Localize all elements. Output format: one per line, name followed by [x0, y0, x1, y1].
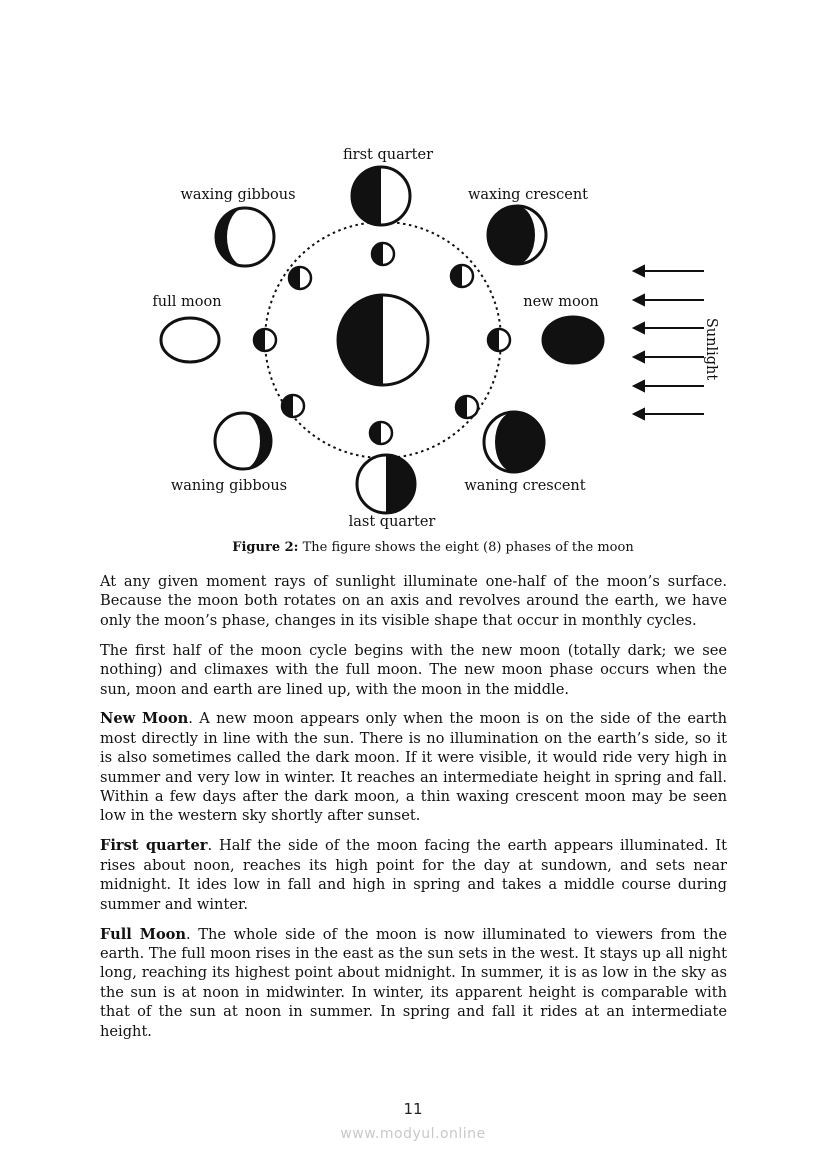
- moon-phases-figure: [0, 0, 826, 540]
- moon-waning-crescent: [484, 412, 544, 472]
- orbit-moon-top-right: [451, 265, 473, 287]
- label-waning-gibbous: waning gibbous: [170, 478, 288, 494]
- heading-new-moon: New Moon: [100, 710, 189, 728]
- label-waxing-crescent: waxing crescent: [467, 187, 589, 203]
- text-new-moon: . A new moon appears only when the moon is on the side of the earth most directly in line with the sun. There is no illumination on the earth’s side, so it is also sometimes called the dark moon. If it were visible, it would ride very high in summer and very low in winter. It reaches an intermediate height in spring and fall. Within a few days after the dark moon, a thin waxing crescent moon may be seen low in the western sky shortly after sunset.: [100, 710, 727, 825]
- moon-last-quarter: [357, 455, 415, 513]
- label-waning-crescent: waning crescent: [464, 478, 586, 494]
- body-text: [100, 572, 727, 1051]
- label-first-quarter: first quarter: [342, 147, 434, 163]
- orbit-moon-right: [488, 329, 510, 351]
- caption-text: The figure shows the eight (8) phases of the moon: [298, 540, 634, 555]
- watermark: www.modyul.online: [340, 1126, 486, 1142]
- moon-new: [543, 317, 603, 363]
- label-last-quarter: last quarter: [348, 514, 436, 530]
- label-full-moon: full moon: [152, 294, 222, 310]
- moon-waning-gibbous: [215, 413, 271, 469]
- paragraph-2: The first half of the moon cycle begins with the new moon (totally dark; we see nothing) and climaxes with the full moon. The new moon phase occurs when the sun, moon and earth are lined up, with the moon in the middle.: [100, 641, 727, 698]
- moon-first-quarter: [352, 167, 410, 225]
- paragraph-1: At any given moment rays of sunlight illuminate one-half of the moon’s surface. Because the moon both rotates on an axis and revolves around the earth, we have only the moon’s phase, changes in its visible shape that occur in monthly cycles.: [100, 573, 727, 629]
- moon-waxing-gibbous: [216, 208, 274, 266]
- caption-label: Figure 2:: [232, 540, 299, 555]
- label-sunlight: Sunlight: [703, 317, 719, 381]
- orbit-moon-left: [254, 329, 276, 351]
- paragraph-new-moon: [100, 709, 727, 825]
- orbit-moon-bottom: [370, 422, 392, 444]
- text-first-quarter: . Half the side of the moon facing the earth appears illuminated. It rises about noon, reaches its high point for the day at sundown, and sets near midnight. It ides low in fall and high in spring and takes a middle course during summer and winter.: [100, 837, 727, 913]
- earth: [338, 295, 428, 385]
- label-new-moon: new moon: [523, 294, 599, 310]
- figure-caption: [0, 540, 826, 555]
- text-full-moon: . The whole side of the moon is now illuminated to viewers from the earth. The full moon rises in the east as the sun sets in the west. It stays up all night long, reaching its highest point about midnight. In summer, it is as low in the sky as the sun is at noon in midwinter. In winter, its apparent height is comparable with that of the sun at noon in summer. In spring and fall it rides at an intermediate height.: [100, 925, 727, 1040]
- sunlight-arrows: [634, 266, 704, 419]
- orbit-moon-top-left: [289, 267, 311, 289]
- orbit-moon-bottom-right: [456, 396, 478, 418]
- paragraph-full-moon: [100, 925, 727, 1041]
- orbit-moon-top: [372, 243, 394, 265]
- heading-full-moon: Full Moon: [100, 925, 187, 943]
- orbit-moon-bottom-left: [282, 395, 304, 417]
- page-number: 11: [403, 1100, 423, 1118]
- label-waxing-gibbous: waxing gibbous: [180, 187, 296, 203]
- moon-waxing-crescent: [488, 206, 546, 264]
- moon-full: [161, 318, 219, 362]
- paragraph-first-quarter: [100, 836, 727, 914]
- heading-first-quarter: First quarter: [100, 837, 208, 855]
